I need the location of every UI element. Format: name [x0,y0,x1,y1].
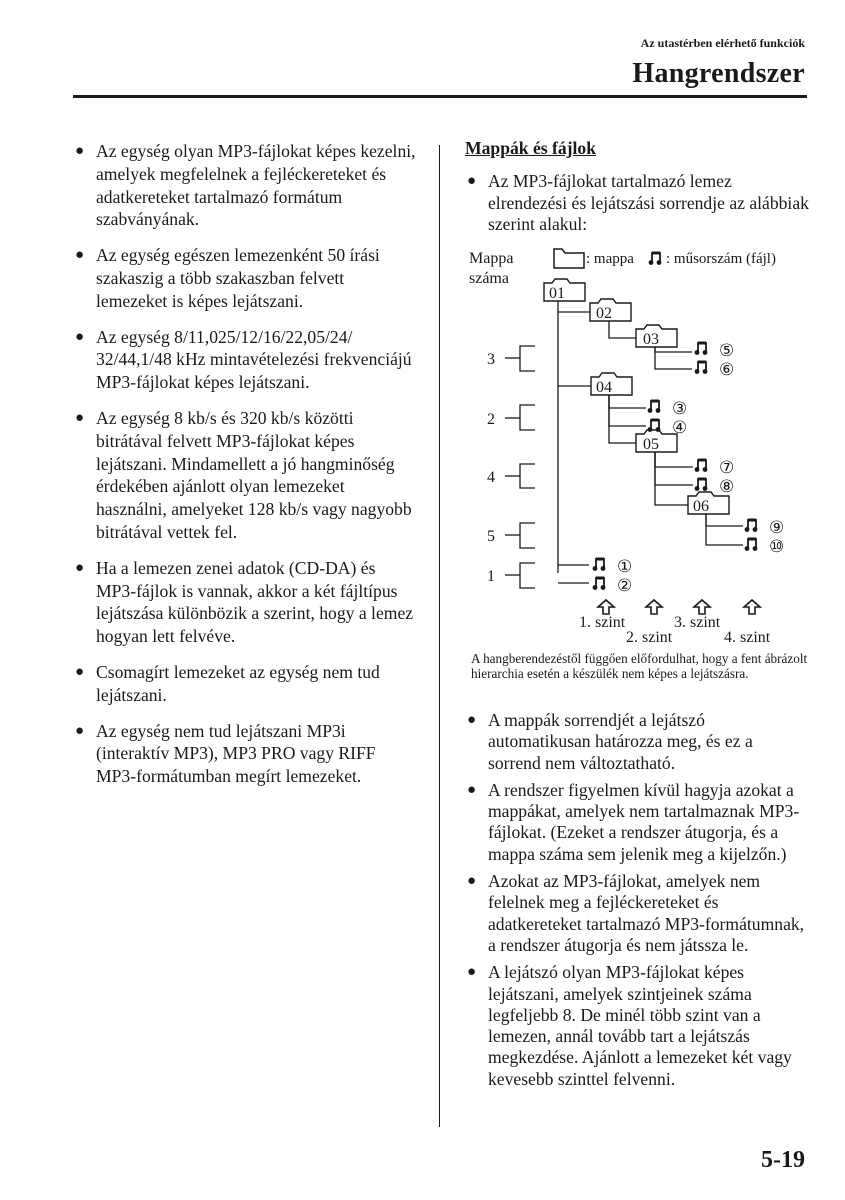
list-item [72,407,417,544]
up-arrow-icon [598,600,614,614]
bullet-icon: ● [467,173,477,189]
folder-05: 05 [643,436,659,453]
list-item [72,557,417,648]
folder-icon [554,249,584,268]
folder-02: 02 [596,305,612,322]
folders-files-heading: Mappák és fájlok [465,138,596,158]
column-divider [439,145,440,1127]
folder-06: 06 [693,498,709,515]
list-item-text: Az egység 8 kb/s és 320 kb/s közötti bitrátával felvett MP3-fájlokat képes lejátszani. Mindamellett a jó hangminőség érdekében ajánlott olyan lemezeket használni, amelyeket 128 kb/s vagy nagyobb bitrátával vettek fel. [96,407,412,542]
list-item [72,326,417,394]
music-note-icon [745,520,758,532]
track-number: ② [617,576,633,595]
page-title: Hangrendszer [632,58,805,89]
legend-folder: : mappa [586,251,634,267]
folder-number: 4 [487,469,495,486]
track-number: ⑦ [719,458,735,477]
bullet-icon: ● [75,559,85,576]
bullet-icon: ● [467,964,477,981]
list-item-text: A mappák sorrendjét a lejátszó automatikusan határozza meg, és ez a sorrend nem változtatható. [488,710,753,773]
list-item [464,871,809,956]
folder-number: 1 [487,568,495,585]
folder-number-label: száma [469,270,509,287]
list-item-text: Ha a lemezen zenei adatok (CD-DA) és MP3-fájlok is vannak, akkor a két fájltípus lejátszása különbözik a szerint, hogy a lemez hogyan lett felvéve. [96,557,414,647]
music-note-icon [745,539,758,551]
track-number: ⑥ [719,360,735,379]
bullet-icon: ● [75,247,85,264]
folder-number-label: Mappa [469,250,514,267]
up-arrow-icon [694,600,710,614]
track-number: ① [617,557,633,576]
bullet-icon: ● [75,663,85,680]
bullet-icon: ● [467,873,477,890]
list-item [464,171,809,236]
list-item-text: Az egység egészen lemezenként 50 írási szakaszig a több szakaszban felvett lemezeket is képes lejátszani. [96,245,380,311]
bullet-icon: ● [75,143,85,159]
intro-bullet-list [464,171,809,236]
music-note-icon [593,559,606,571]
track-number: ⑩ [769,537,785,556]
music-note-icon [593,578,606,590]
music-note-icon [649,253,662,265]
folder-number: 2 [487,411,495,428]
music-note-icon [695,460,708,472]
bullet-icon: ● [75,722,85,739]
bullet-icon: ● [75,409,85,426]
up-arrow-icon [744,600,760,614]
folder-number: 3 [487,351,495,368]
up-arrow-icon [646,600,662,614]
list-item [464,962,809,1090]
music-note-icon [695,479,708,491]
folder-04: 04 [596,379,612,396]
list-item [464,710,809,774]
track-number: ⑤ [719,341,735,360]
list-item [72,140,417,231]
folder-hierarchy-diagram [460,240,810,650]
list-item-text: Az egység 8/11,025/12/16/22,05/24/ 32/44,1/48 kHz mintavételezési frekvenciájú MP3-fájlokat képes lejátszani. [96,326,412,393]
list-item-text: Az MP3-fájlokat tartalmazó lemez elrendezési és lejátszási sorrendje az alábbiak szerint alakul: [488,171,809,234]
track-number: ⑨ [769,518,785,537]
left-bullet-list [72,140,417,801]
level-label: 3. szint [674,614,721,631]
bullet-icon: ● [467,781,477,798]
music-note-icon [695,362,708,374]
music-note-icon [648,401,661,413]
list-item [72,720,417,788]
list-item [72,244,417,312]
diagram-caption: A hangberendezéstől függően előfordulhat, hogy a fent ábrázolt hierarchia esetén a készülék nem képes a lejátszásra. [471,651,808,682]
folder-01: 01 [549,285,565,302]
right-bullet-list [464,710,809,1096]
track-number: ③ [672,399,688,418]
list-item [464,780,809,865]
list-item-text: Azokat az MP3-fájlokat, amelyek nem felelnek meg a fejléckereteket és adatkereteket tartalmazó MP3-formátumnak, a rendszer átugorja és nem játssza le. [488,871,805,955]
bullet-icon: ● [75,328,85,345]
folder-03: 03 [643,331,659,348]
section-label: Az utastérben elérhető funkciók [640,36,805,50]
track-number: ④ [672,418,688,437]
header-divider [73,95,807,98]
level-label: 1. szint [579,614,626,631]
list-item-text: Csomagírt lemezeket az egység nem tud lejátszani. [96,661,380,705]
legend-track: : műsorszám (fájl) [666,251,776,267]
list-item-text: Az egység olyan MP3-fájlokat képes kezelni, amelyek megfelelnek a fejléckereteket és adatkereteket tartalmazó formátum szabványának. [96,141,416,230]
folder-number: 5 [487,528,495,545]
level-label: 4. szint [724,629,771,646]
level-label: 2. szint [626,629,673,646]
bullet-icon: ● [467,712,477,728]
music-note-icon [695,343,708,355]
list-item-text: A lejátszó olyan MP3-fájlokat képes lejátszani, amelyek szintjeinek száma legfeljebb 8. De minél több szint van a lemezen, annál tovább tart a lejátszás megkezdése. Ajánlott a lemezeket két vagy kevesebb szinttel felvenni. [488,962,792,1089]
list-item [72,661,417,707]
track-number: ⑧ [719,477,735,496]
page-number: 5-19 [761,1147,805,1173]
list-item-text: A rendszer figyelmen kívül hagyja azokat a mappákat, amelyek nem tartalmaznak MP3-fájlokat. (Ezeket a rendszer átugorja, és a mappa száma sem jelenik meg a kijelzőn.) [488,779,800,864]
list-item-text: Az egység nem tud lejátszani MP3i (interaktív MP3), MP3 PRO vagy RIFF MP3-formátumban megírt lemezeket. [96,720,376,787]
